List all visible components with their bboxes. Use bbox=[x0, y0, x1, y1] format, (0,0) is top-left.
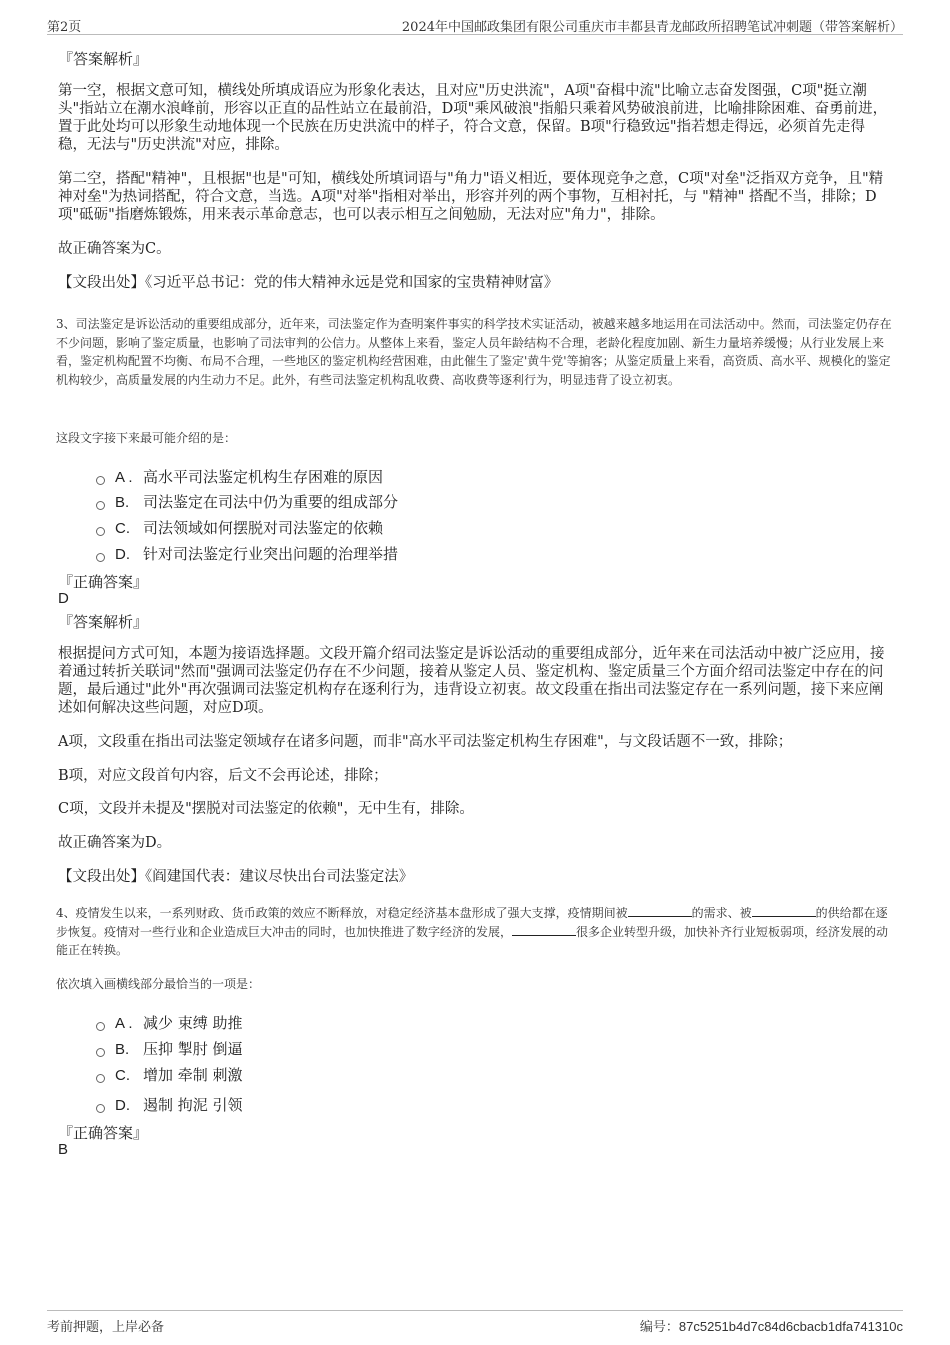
correct-answer: B bbox=[58, 1141, 69, 1158]
radio-icon[interactable] bbox=[96, 1074, 105, 1083]
analysis-paragraph: 根据提问方式可知，本题为接语选择题。文段开篇介绍司法鉴定是诉讼活动的重要组成部分，近年来在司法活动中被广泛应用，接着通过转折关联词"然而"强调司法鉴定仍存在不少问题，接着从鉴定人员、鉴定机构、鉴定质量三个方面介绍司法鉴定中存在的问题，最后通过"此外"再次强调司法鉴定机构存在逐利行为，违背设立初衷。故文段重在指出司法鉴定存在一系列问题，接下来应阐述如何解决这些问题，对应D项。 bbox=[58, 646, 885, 716]
fill-blank[interactable] bbox=[752, 904, 816, 917]
page-header bbox=[47, 14, 903, 35]
question-prompt: 依次填入画横线部分最恰当的一项是： bbox=[56, 977, 261, 991]
option-b[interactable]: B. 压抑 掣肘 倒逼 bbox=[96, 1038, 243, 1059]
analysis-label: 『答案解析』 bbox=[58, 50, 149, 68]
analysis-paragraph: B项，对应文段首句内容，后文不会再论述，排除； bbox=[58, 768, 388, 784]
page-footer bbox=[47, 1310, 903, 1335]
option-a[interactable]: A . 减少 束缚 助推 bbox=[96, 1012, 243, 1033]
source-title: 《习近平总书记：党的伟大精神永远是党和国家的宝贵精神财富》 bbox=[145, 275, 559, 291]
radio-icon[interactable] bbox=[96, 553, 105, 562]
document-title: 2024年中国邮政集团有限公司重庆市丰都县青龙邮政所招聘笔试冲刺题（带答案解析） bbox=[401, 20, 903, 35]
correct-answer-label: 『正确答案』 bbox=[58, 1124, 149, 1142]
source-label: 【文段出处】 bbox=[58, 869, 145, 885]
radio-icon[interactable] bbox=[96, 527, 105, 536]
footer-slogan: 考前押题，上岸必备 bbox=[47, 1320, 165, 1335]
question-stem: 3、司法鉴定是诉讼活动的重要组成部分，近年来，司法鉴定作为查明案件事实的科学技术实证活动，被越来越多地运用在司法活动中。然而，司法鉴定仍存在不少问题，影响了鉴定质量，也影响了司法审判的公信力。从整体上来看，鉴定人员年龄结构不合理，老龄化程度加剧、新生力量培养缓慢；从行业发展上来看，鉴定机构配置不均衡、布局不合理，一些地区的鉴定机构经营困难，由此催生了鉴定'黄牛党'等掮客；从鉴定质量上来看，高资质、高水平、规模化的鉴定机构较少，高质量发展的内生动力不足。此外，有些司法鉴定机构乱收费、高收费等逐利行为，明显违背了设立初衷。 bbox=[56, 317, 892, 387]
source-label: 【文段出处】 bbox=[58, 275, 145, 291]
answer-conclusion: 故正确答案为D。 bbox=[58, 835, 172, 851]
option-d[interactable]: D. 遏制 拘泥 引领 bbox=[96, 1094, 243, 1115]
radio-icon[interactable] bbox=[96, 501, 105, 510]
analysis-paragraph: C项，文段并未提及"摆脱对司法鉴定的依赖"，无中生有，排除。 bbox=[58, 801, 474, 817]
analysis-label: 『答案解析』 bbox=[58, 613, 149, 631]
document-id: 编号：87c5251b4d7c84d6cbacb1dfa741310c bbox=[639, 1319, 903, 1335]
radio-icon[interactable] bbox=[96, 1048, 105, 1057]
answer-conclusion: 故正确答案为C。 bbox=[58, 241, 171, 257]
analysis-paragraph: 第二空，搭配"精神"，且根据"也是"可知，横线处所填词语与"角力"语义相近，要体现竞争之意，C项"对垒"泛指双方竞争，且"精神对垒"为热词搭配，符合文意，当选。A项"对举"指相对举出，形容并列的两个事物，互相衬托，与 "精神" 搭配不当，排除；D项"砥砺"指磨炼锻炼，用来表示革命意志，也可以表示相互之间勉励，无法对应"角力"，排除。 bbox=[58, 171, 884, 223]
fill-blank[interactable] bbox=[512, 923, 576, 936]
analysis-paragraph: 第一空，根据文意可知，横线处所填成语应为形象化表达，且对应"历史洪流"，A项"奋楫中流"比喻立志奋发图强，C项"挺立潮头"指站立在潮水浪峰前，形容以正直的品性站立在最前沿，D项"乘风破浪"指船只乘着风势破浪前进，比喻排除困难、奋勇前进，置于此处均可以形象生动地体现一个民族在历史洪流中的样子，符合文意，保留。B项"行稳致远"指若想走得远，必须首先走得稳，无法与"历史洪流"对应，排除。 bbox=[58, 83, 888, 153]
radio-icon[interactable] bbox=[96, 476, 105, 485]
correct-answer: D bbox=[58, 590, 69, 607]
analysis-paragraph: A项，文段重在指出司法鉴定领域存在诸多问题，而非"高水平司法鉴定机构生存困难"，与文段话题不一致，排除； bbox=[58, 734, 793, 750]
option-c[interactable]: C. 司法领域如何摆脱对司法鉴定的依赖 bbox=[96, 517, 383, 538]
option-c[interactable]: C. 增加 牵制 刺激 bbox=[96, 1064, 243, 1085]
question-prompt: 这段文字接下来最可能介绍的是： bbox=[56, 431, 237, 445]
correct-answer-label: 『正确答案』 bbox=[58, 573, 149, 591]
option-d[interactable]: D. 针对司法鉴定行业突出问题的治理举措 bbox=[96, 543, 398, 564]
source-title: 《阎建国代表：建议尽快出台司法鉴定法》 bbox=[145, 869, 414, 885]
radio-icon[interactable] bbox=[96, 1104, 105, 1113]
radio-icon[interactable] bbox=[96, 1022, 105, 1031]
question-stem: 4、疫情发生以来，一系列财政、货币政策的效应不断释放，对稳定经济基本盘形成了强大支撑，疫情期间被 的需求、被 的供给都在逐步恢复。疫情对一些行业和企业造成巨大冲击的同时，也加快推进了数字经济的发展， 很多企业转型升级，加快补齐行业短板弱项，经济发展的动能正在转换。 bbox=[56, 906, 889, 958]
option-a[interactable]: A . 高水平司法鉴定机构生存困难的原因 bbox=[96, 466, 383, 487]
page-number: 第2页 bbox=[47, 20, 82, 35]
option-b[interactable]: B. 司法鉴定在司法中仍为重要的组成部分 bbox=[96, 491, 398, 512]
passage-source bbox=[58, 274, 890, 292]
fill-blank[interactable] bbox=[628, 904, 692, 917]
passage-source bbox=[58, 868, 890, 886]
